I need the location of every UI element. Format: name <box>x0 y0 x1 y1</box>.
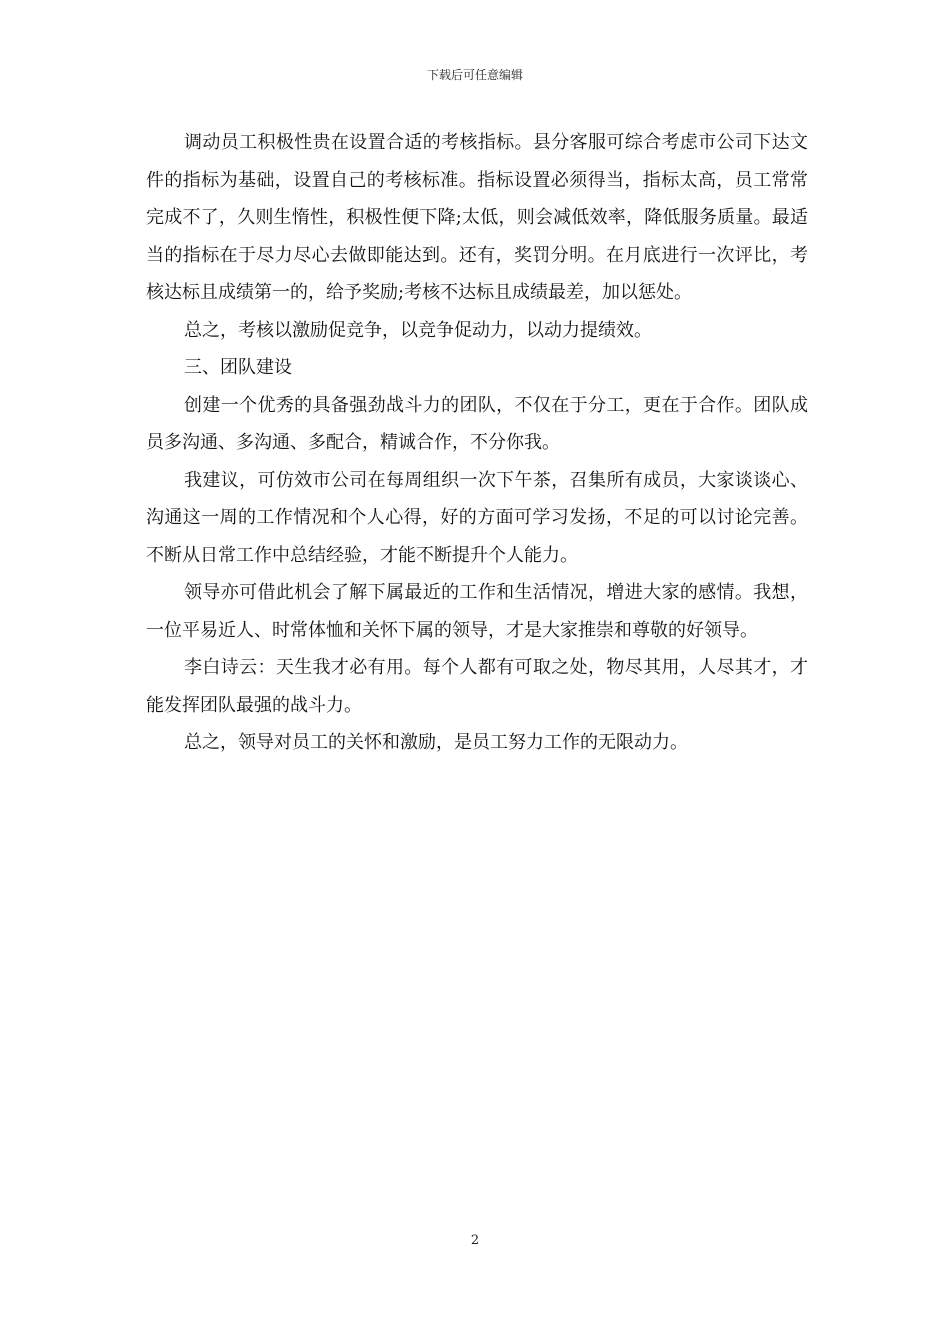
paragraph-team-cooperation: 创建一个优秀的具备强劲战斗力的团队，不仅在于分工，更在于合作。团队成员多沟通、多沟通、多配合，精诚合作，不分你我。 <box>146 394 808 453</box>
page-number: 2 <box>470 1233 480 1248</box>
page-header: 下载后可任意编辑 <box>426 68 523 82</box>
paragraph-final-summary: 总之，领导对员工的关怀和激励，是员工努力工作的无限动力。 <box>184 732 688 753</box>
paragraph-assessment-indicators: 调动员工积极性贵在设置合适的考核指标。县分客服可综合考虑市公司下达文件的指标为基础，设置自己的考核标准。指标设置必须得当，指标太高，员工常常完成不了，久则生惰性，积极性便下降;太低，则会减低效率，降低服务质量。最适当的指标在于尽力尽心去做即能达到。还有，奖罚分明。在月底进行一次评比，考核达标且成绩第一的，给予奖励;考核不达标且成绩最差，加以惩处。 <box>146 132 808 303</box>
paragraph-afternoon-tea-suggestion: 我建议，可仿效市公司在每周组织一次下午茶，召集所有成员，大家谈谈心、沟通这一周的工作情况和个人心得，好的方面可学习发扬，不足的可以讨论完善。不断从日常工作中总结经验，才能不断提升个人能力。 <box>146 469 808 566</box>
paragraph-assessment-summary: 总之，考核以激励促竞争，以竞争促动力，以动力提绩效。 <box>184 319 652 341</box>
paragraph-li-bai-quote: 李白诗云：天生我才必有用。每个人都有可取之处，物尽其用，人尽其才，才能发挥团队最强的战斗力。 <box>146 657 808 716</box>
paragraph-leadership-care: 领导亦可借此机会了解下属最近的工作和生活情况，增进大家的感情。我想，一位平易近人、时常体恤和关怀下属的领导，才是大家推崇和尊敬的好领导。 <box>146 582 808 641</box>
section-heading-team-building: 三、团队建设 <box>184 357 292 378</box>
document-body <box>146 124 808 762</box>
